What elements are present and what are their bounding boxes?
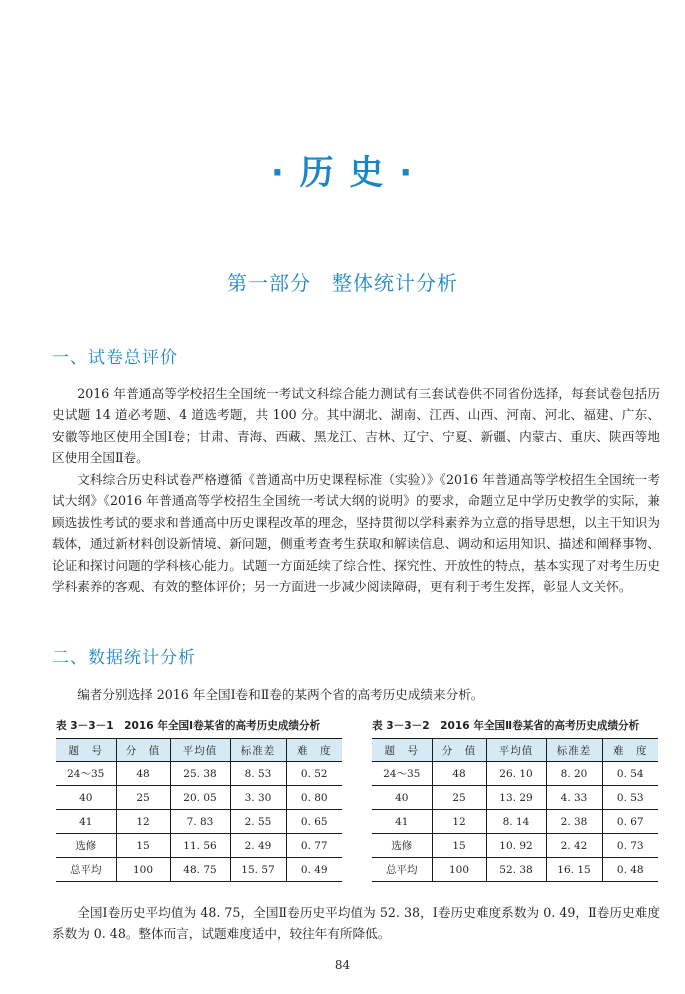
table-1-header-row [56,739,342,762]
table-cell: 8. 20 [546,762,602,786]
paragraph-exam-design: 文科综合历史科试卷严格遵循《普通高中历史课程标准（实验）》《2016 年普通高等学校招生全国统一考试大纲》《2016 年普通高等学校招生全国统一考试大纲的说明》的要求，命题立足中学历史教学的实际，兼顾选拔性考试的要求和普通高中历史课程改革的理念，坚持贯彻以学科素养为立意的指导思想，以主干知识为载体，通过新材料创设新情境、新问题，侧重考查考生获取和解读信息、调动和运用知识、描述和阐释事物、论证和探讨问题的学科核心能力。试题一方面延续了综合性、探究性、开放性的特点，基本实现了对考生历史学科素养的客观、有效的整体评价；另一方面进一步减少阅读障碍，更有利于考生发挥，彰显人文关怀。 [52,472,660,595]
table-2-caption: 表 3－3－2 2016 年全国Ⅱ卷某省的高考历史成绩分析 [372,720,640,732]
table-cell: 0. 48 [602,858,658,882]
table-cell: 选修 [56,834,116,858]
table-row [56,762,342,786]
column-header: 标准差 [546,739,602,762]
table-cell: 0. 80 [286,786,342,810]
table-cell: 选修 [372,834,432,858]
table-cell: 2. 38 [546,810,602,834]
table-row [372,810,658,834]
column-header: 题 号 [372,739,432,762]
table-row [56,834,342,858]
table-cell: 100 [116,858,170,882]
table-cell: 总平均 [56,858,116,882]
table-cell: 8. 14 [486,810,546,834]
column-header: 难 度 [286,739,342,762]
table-cell: 0. 49 [286,858,342,882]
table-cell: 13. 29 [486,786,546,810]
section-heading-data-analysis: 二、数据统计分析 [52,648,196,668]
table-cell: 15 [432,834,486,858]
table-row [56,810,342,834]
table-cell: 25. 38 [170,762,230,786]
table-cell: 16. 15 [546,858,602,882]
table-cell: 52. 38 [486,858,546,882]
table-cell: 0. 73 [602,834,658,858]
table-cell: 15 [116,834,170,858]
table-row [372,858,658,882]
part-title: 第一部分 整体统计分析 [227,271,458,295]
table-cell: 2. 42 [546,834,602,858]
table-row [372,762,658,786]
table-row [56,858,342,882]
table-cell: 0. 65 [286,810,342,834]
table-2-header-row [372,739,658,762]
paragraph-analysis-conclusion: 全国Ⅰ卷历史平均值为 48. 75，全国Ⅱ卷历史平均值为 52. 38，Ⅰ卷历史难度系数为 0. 49，Ⅱ卷历史难度系数为 0. 48。整体而言，试题难度适中，较往年有所降低。 [52,905,660,942]
column-header: 分 值 [116,739,170,762]
table-cell: 0. 77 [286,834,342,858]
section-heading-overall-evaluation: 一、试卷总评价 [52,348,178,368]
table-cell: 12 [116,810,170,834]
subject-title: · 历 史 · [270,153,415,193]
table-cell: 3. 30 [230,786,286,810]
column-header: 难 度 [602,739,658,762]
column-header: 分 值 [432,739,486,762]
table-cell: 7. 83 [170,810,230,834]
table-cell: 40 [56,786,116,810]
table-cell: 12 [432,810,486,834]
table-cell: 0. 54 [602,762,658,786]
table-cell: 41 [372,810,432,834]
table-row [56,786,342,810]
column-header: 标准差 [230,739,286,762]
table-cell: 0. 67 [602,810,658,834]
table-cell: 10. 92 [486,834,546,858]
table-cell: 25 [116,786,170,810]
table-cell: 48 [432,762,486,786]
table-row [372,786,658,810]
table-cell: 40 [372,786,432,810]
column-header: 题 号 [56,739,116,762]
table-2 [372,738,658,882]
table-cell: 24～35 [56,762,116,786]
table-1 [56,738,342,882]
table-cell: 4. 33 [546,786,602,810]
table-cell: 2. 49 [230,834,286,858]
column-header: 平均值 [486,739,546,762]
column-header: 平均值 [170,739,230,762]
paragraph-exam-overview: 2016 年普通高等学校招生全国统一考试文科综合能力测试有三套试卷供不同省份选择，每套试卷包括历史试题 14 道必考题、4 道选考题，共 100 分。其中湖北、湖南、江西、山西、河南、河北、福建、广东、安徽等地区使用全国Ⅰ卷；甘肃、青海、西藏、黑龙江、吉林、辽宁、宁夏、新疆、内蒙古、重庆、陕西等地区使用全国Ⅱ卷。 [52,386,660,466]
table-cell: 24～35 [372,762,432,786]
table-cell: 11. 56 [170,834,230,858]
page-number: 84 [334,958,351,972]
table-cell: 48. 75 [170,858,230,882]
table-cell: 48 [116,762,170,786]
table-1-caption: 表 3－3－1 2016 年全国Ⅰ卷某省的高考历史成绩分析 [56,720,321,732]
table-cell: 0. 52 [286,762,342,786]
table-row [372,834,658,858]
table-cell: 20. 05 [170,786,230,810]
table-cell: 41 [56,810,116,834]
table-cell: 8. 53 [230,762,286,786]
table-cell: 25 [432,786,486,810]
table-cell: 26. 10 [486,762,546,786]
table-cell: 15. 57 [230,858,286,882]
paragraph-analysis-intro: 编者分别选择 2016 年全国Ⅰ卷和Ⅱ卷的某两个省的高考历史成绩来分析。 [77,687,484,702]
table-cell: 0. 53 [602,786,658,810]
table-cell: 总平均 [372,858,432,882]
table-cell: 2. 55 [230,810,286,834]
table-cell: 100 [432,858,486,882]
